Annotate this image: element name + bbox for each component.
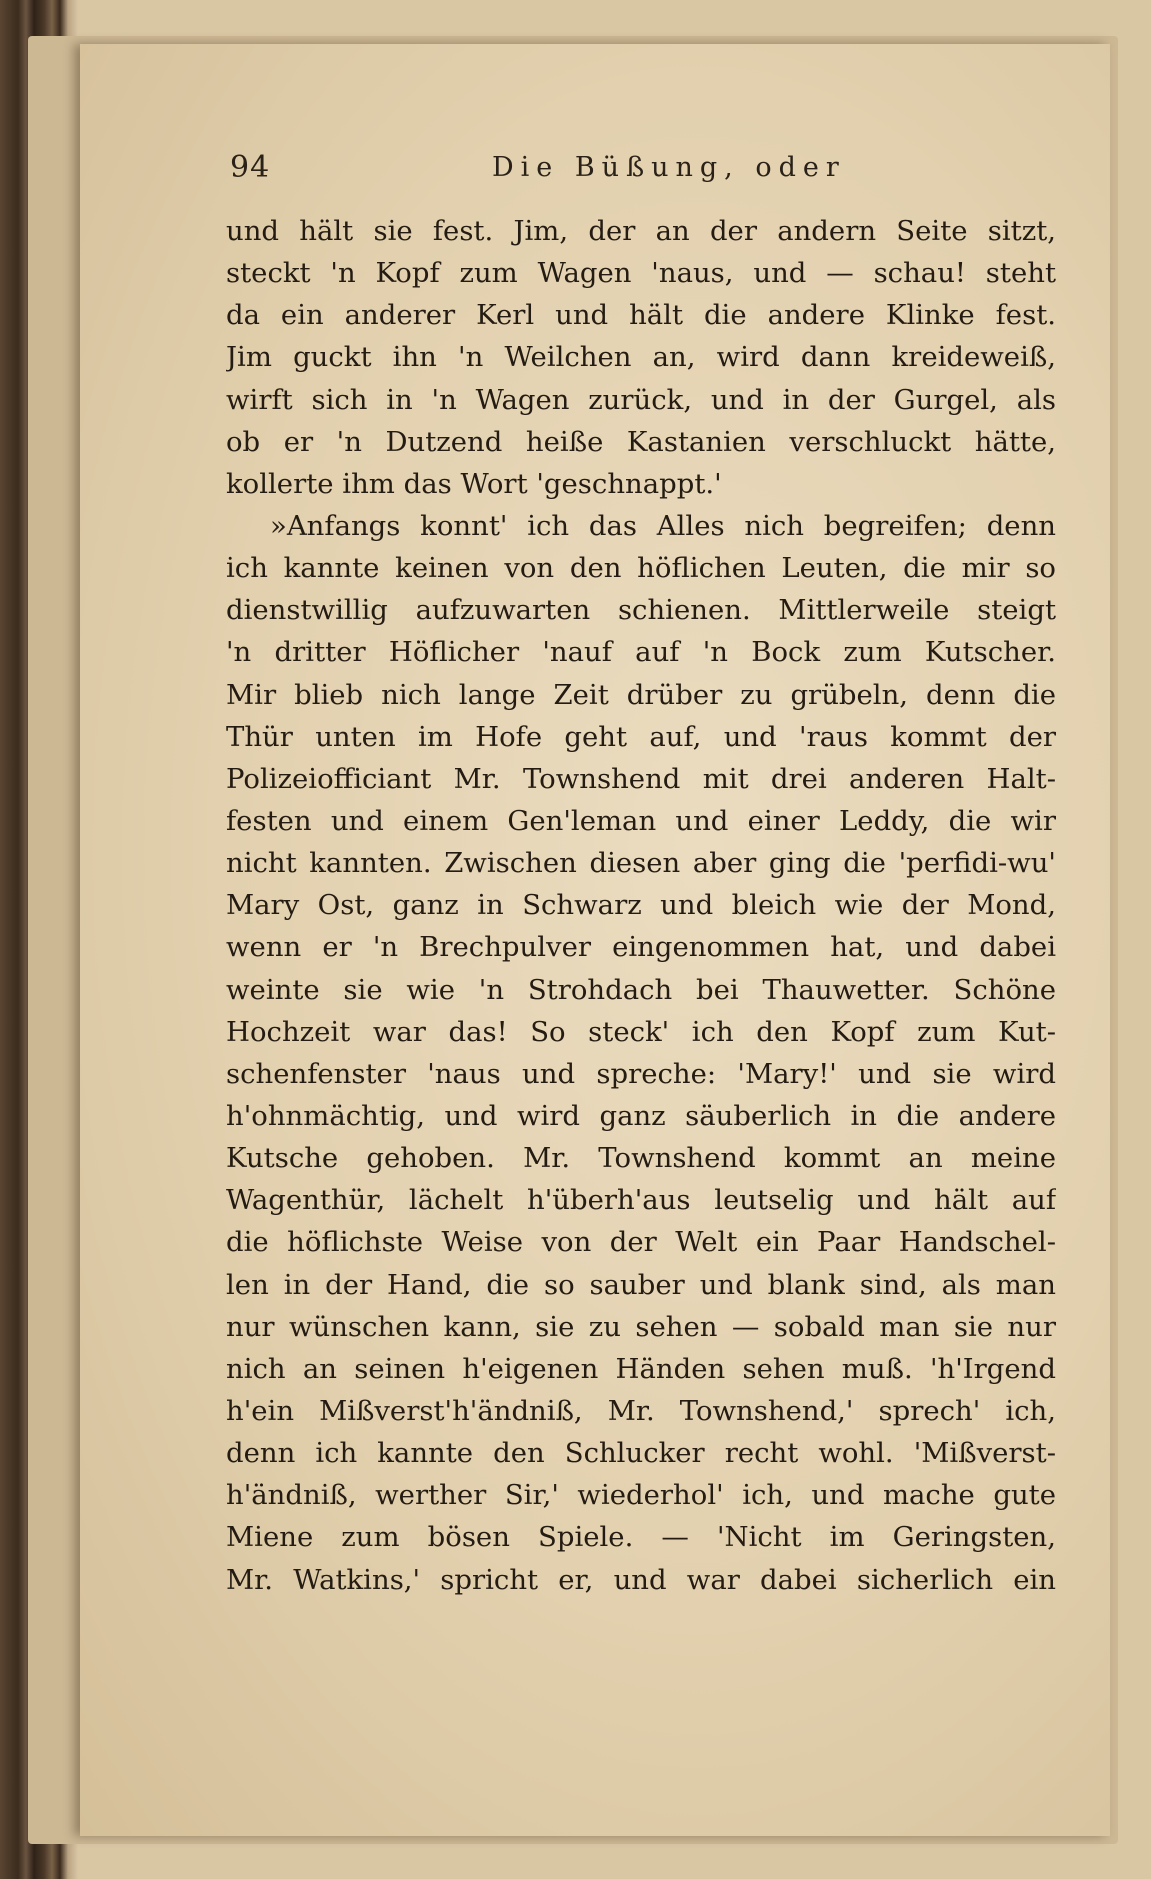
text-line: ob er 'n Dutzend heiße Kastanien verschluckt hätte, [226, 425, 1056, 458]
text-line: nich an seinen h'eigenen Händen sehen muß. 'h'Irgend [226, 1352, 1056, 1385]
running-head: Die Büßung, oder [492, 152, 846, 183]
text-line: denn ich kannte den Schlucker recht wohl. 'Mißverst- [226, 1437, 1056, 1470]
text-line: Mary Ost, ganz in Schwarz und bleich wie der Mond, [226, 889, 1056, 922]
text-line: len in der Hand, die so sauber und blank sind, als man [226, 1268, 1056, 1301]
text-line: wirft sich in 'n Wagen zurück, und in der Gurgel, als [226, 383, 1056, 416]
text-line: nicht kannten. Zwischen diesen aber ging die 'perfidi-wu' [226, 847, 1056, 880]
text-line: Mir blieb nich lange Zeit drüber zu grübeln, denn die [226, 678, 1056, 711]
text-line: h'ohnmächtig, und wird ganz säuberlich in die andere [226, 1099, 1056, 1132]
text-line: weinte sie wie 'n Strohdach bei Thauwetter. Schöne [226, 973, 1056, 1006]
text-line: Kutsche gehoben. Mr. Townshend kommt an meine [226, 1142, 1056, 1175]
text-line: da ein anderer Kerl und hält die andere Klinke fest. [226, 299, 1056, 332]
text-line: Jim guckt ihn 'n Weilchen an, wird dann kreideweiß, [226, 341, 1056, 374]
text-line: wenn er 'n Brechpulver eingenommen hat, und dabei [226, 931, 1056, 964]
text-line: Wagenthür, lächelt h'überh'aus leutselig und hält auf [226, 1184, 1056, 1217]
page-header [230, 150, 850, 194]
text-line: steckt 'n Kopf zum Wagen 'naus, und — schau! steht [226, 257, 1056, 290]
text-line: dienstwillig aufzuwarten schienen. Mittlerweile steigt [226, 594, 1056, 627]
text-line: ich kannte keinen von den höflichen Leuten, die mir so [226, 552, 1056, 585]
text-line: kollerte ihm das Wort 'geschnappt.' [226, 467, 722, 500]
text-line: die höflichste Weise von der Welt ein Paar Handschel- [226, 1226, 1056, 1259]
text-line: h'ein Mißverst'h'ändniß, Mr. Townshend,' sprech' ich, [226, 1394, 1056, 1427]
text-line: Mr. Watkins,' spricht er, und war dabei sicherlich ein [226, 1563, 1056, 1596]
text-line: festen und einem Gen'leman und einer Leddy, die wir [226, 804, 1056, 837]
text-line: »Anfangs konnt' ich das Alles nich begreifen; denn [270, 509, 1056, 542]
text-line: h'ändniß, werther Sir,' wiederhol' ich, und mache gute [226, 1479, 1056, 1512]
text-line: Polizeiofficiant Mr. Townshend mit drei anderen Halt- [226, 762, 1056, 795]
text-line: Thür unten im Hofe geht auf, und 'raus kommt der [226, 720, 1056, 753]
text-line: Hochzeit war das! So steck' ich den Kopf zum Kut- [226, 1015, 1056, 1048]
text-line: und hält sie fest. Jim, der an der andern Seite sitzt, [226, 215, 1056, 247]
text-line: nur wünschen kann, sie zu sehen — sobald man sie nur [226, 1310, 1056, 1343]
page-number: 94 [230, 150, 271, 185]
text-line: 'n dritter Höflicher 'nauf auf 'n Bock zum Kutscher. [226, 636, 1056, 669]
text-line: schenfenster 'naus und spreche: 'Mary!' und sie wird [226, 1057, 1056, 1090]
text-line: Miene zum bösen Spiele. — 'Nicht im Geringsten, [226, 1521, 1056, 1554]
body-text [226, 210, 1056, 1601]
